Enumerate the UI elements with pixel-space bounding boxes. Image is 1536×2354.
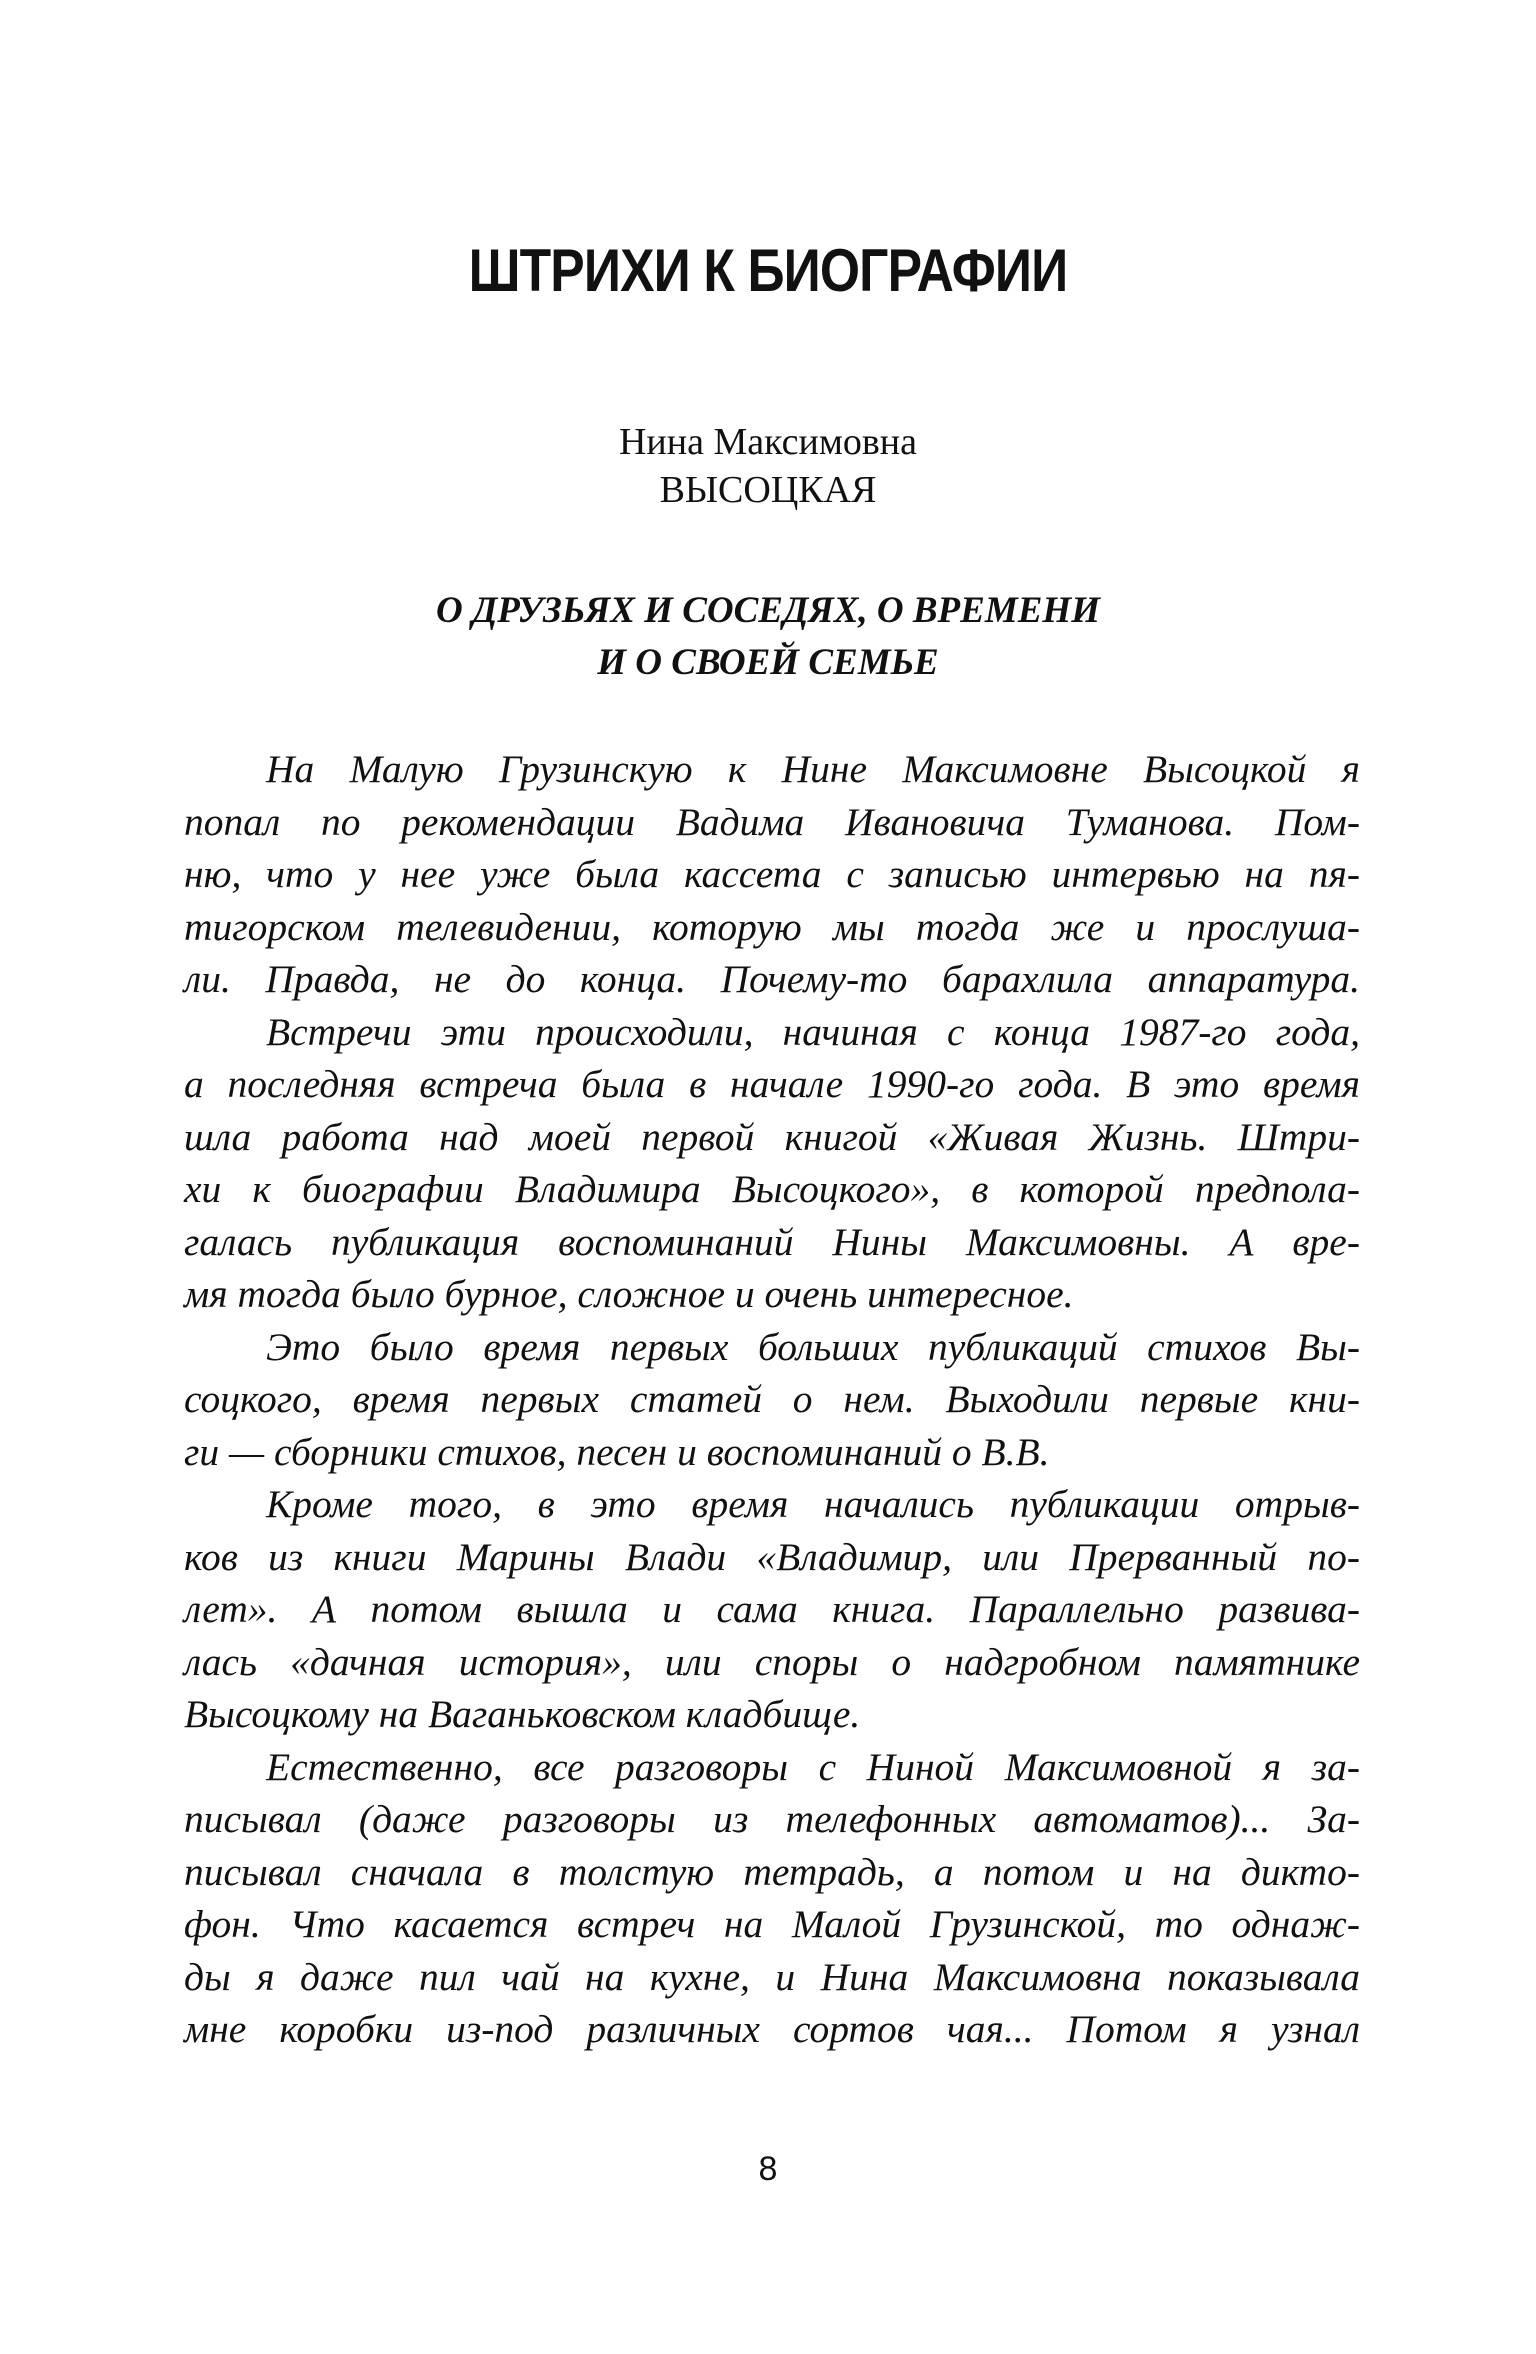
text-line: Это было время первых больших публикаций стихов Вы- xyxy=(266,1324,1360,1369)
text-line: писывал (даже разговоры из телефонных автоматов)... За- xyxy=(184,1797,1360,1841)
text-line: а последняя встреча была в начале 1990-го года. В это время xyxy=(184,1062,1360,1106)
text-line: мне коробки из-под различных сортов чая... Потом я узнал xyxy=(184,2007,1360,2051)
text-line: ню, что у нее уже была кассета с записью интервью на пя- xyxy=(184,852,1360,896)
text-line: ды я даже пил чай на кухне, и Нина Максимовна показывала xyxy=(184,1954,1360,1999)
text-line: Кроме того, в это время начались публикации отрыв- xyxy=(266,1482,1360,1526)
text-line: попал по рекомендации Вадима Ивановича Туманова. Пом- xyxy=(184,799,1360,844)
article-title-line-2: И О СВОЕЙ СЕМЬЕ xyxy=(597,642,939,683)
text-line: фон. Что касается встреч на Малой Грузинской, то однаж- xyxy=(184,1902,1360,1946)
text-line: Естественно, все разговоры с Ниной Максимовной я за- xyxy=(266,1744,1360,1789)
text-line: галась публикация воспоминаний Нины Максимовны. А вре- xyxy=(184,1219,1360,1264)
text-line: мя тогда было бурное, сложное и очень интересное. xyxy=(184,1272,1074,1316)
text-line: тигорском телевидении, которую мы тогда же и прослуша- xyxy=(184,904,1360,949)
body-text xyxy=(184,743,1360,2056)
author-surname: ВЫСОЦКАЯ xyxy=(659,469,877,511)
text-line: Встречи эти происходили, начиная с конца 1987-го года, xyxy=(266,1009,1360,1054)
chapter-title: ШТРИХИ К БИОГРАФИИ xyxy=(468,237,1068,304)
article-title xyxy=(0,585,1536,689)
text-line: Высоцкому на Ваганьковском кладбище. xyxy=(184,1692,861,1736)
page-number: 8 xyxy=(758,2150,778,2188)
text-line: лась «дачная история», или споры о надгробном памятнике xyxy=(184,1639,1360,1684)
text-line: хи к биографии Владимира Высоцкого», в которой предпола- xyxy=(184,1167,1360,1211)
text-line: шла работа над моей первой книгой «Живая Жизнь. Штри- xyxy=(184,1114,1360,1159)
text-line: ли. Правда, не до конца. Почему-то барахлила аппаратура. xyxy=(184,957,1360,1001)
text-line: На Малую Грузинскую к Нине Максимовне Высоцкой я xyxy=(266,747,1360,791)
author-first-names: Нина Максимовна xyxy=(618,421,918,463)
text-line: писывал сначала в толстую тетрадь, а потом и на дикто- xyxy=(184,1849,1360,1894)
text-line: ков из книги Марины Влади «Владимир, или Прерванный по- xyxy=(184,1534,1360,1579)
article-title-line-1: О ДРУЗЬЯХ И СОСЕДЯХ, О ВРЕМЕНИ xyxy=(436,590,1100,631)
text-line: соцкого, время первых статей о нем. Выходили первые кни- xyxy=(184,1377,1360,1421)
author-block xyxy=(0,418,1536,514)
text-line: лет». А потом вышла и сама книга. Параллельно развива- xyxy=(184,1587,1360,1631)
text-line: ги — сборники стихов, песен и воспоминаний о В.В. xyxy=(184,1429,1050,1474)
